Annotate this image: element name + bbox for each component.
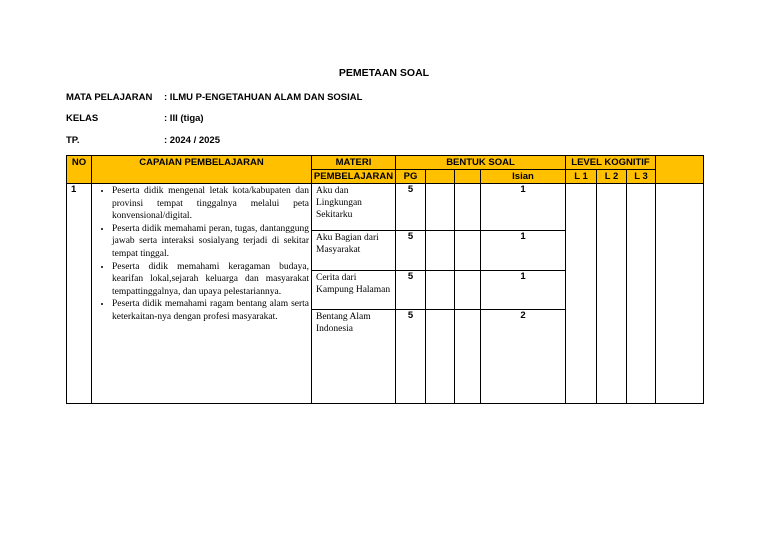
isian-cell: 1 — [481, 184, 566, 231]
table-row — [67, 184, 704, 231]
materi-cell: Aku Bagian dari Masyarakat — [312, 231, 396, 271]
materi-cell: Bentang Alam Indonesia — [312, 310, 396, 404]
header-isian: Isian — [481, 170, 566, 184]
isian-cell: 2 — [481, 310, 566, 404]
info-value: : III (tiga) — [164, 113, 204, 124]
info-key: TP. — [66, 135, 80, 146]
info-kelas — [66, 113, 204, 124]
pg-cell: 5 — [396, 310, 426, 404]
header-l3: L 3 — [627, 170, 656, 184]
isian-cell: 1 — [481, 271, 566, 310]
capaian-list — [92, 185, 309, 324]
header-capaian: CAPAIAN PEMBELAJARAN — [92, 156, 312, 184]
header-row-1 — [67, 156, 704, 170]
list-item: • Peserta didik mengenal letak kota/kabupaten dan provinsi tempat tinggalnya melalui peta konvensional/digital. — [112, 185, 309, 223]
header-level-kognitif: LEVEL KOGNITIF — [566, 156, 656, 170]
page-title: PEMETAAN SOAL — [338, 67, 430, 79]
info-mata-pelajaran — [66, 92, 362, 103]
row-number: 1 — [67, 184, 92, 404]
header-blank-2 — [455, 170, 481, 184]
header-empty — [656, 156, 704, 184]
info-key: MATA PELAJARAN — [66, 92, 153, 103]
list-item: • Peserta didik memahami peran, tugas, dantanggung jawab serta interaksi sosialyang terjadi di sekitar tempat tinggal. — [112, 223, 309, 261]
header-bentuk-soal: BENTUK SOAL — [396, 156, 566, 170]
list-item: • Peserta didik memahami ragam bentang alam serta keterkaitan-nya dengan profesi masyarakat. — [112, 298, 309, 323]
header-l1: L 1 — [566, 170, 597, 184]
header-pembelajaran: PEMBELAJARAN — [312, 170, 396, 184]
list-item: • Peserta didik memahami keragaman budaya, kearifan lokal,sejarah keluarga dan masyarakat tempattinggalnya, dan upaya pelestariannya. — [112, 261, 309, 299]
header-blank-1 — [426, 170, 455, 184]
pg-cell: 5 — [396, 184, 426, 231]
capaian-cell — [92, 184, 312, 404]
header-pg: PG — [396, 170, 426, 184]
info-key: KELAS — [66, 113, 99, 124]
mapping-table — [66, 155, 704, 404]
isian-cell: 1 — [481, 231, 566, 271]
info-value: : 2024 / 2025 — [164, 135, 220, 146]
info-value: : ILMU P-ENGETAHUAN ALAM DAN SOSIAL — [164, 92, 363, 103]
header-l2: L 2 — [597, 170, 627, 184]
header-materi: MATERI — [312, 156, 396, 170]
header-no: NO — [67, 156, 92, 184]
pg-cell: 5 — [396, 271, 426, 310]
materi-cell: Aku dan Lingkungan Sekitarku — [312, 184, 396, 231]
pg-cell: 5 — [396, 231, 426, 271]
info-tp — [66, 135, 220, 146]
materi-cell: Cerita dari Kampung Halaman — [312, 271, 396, 310]
